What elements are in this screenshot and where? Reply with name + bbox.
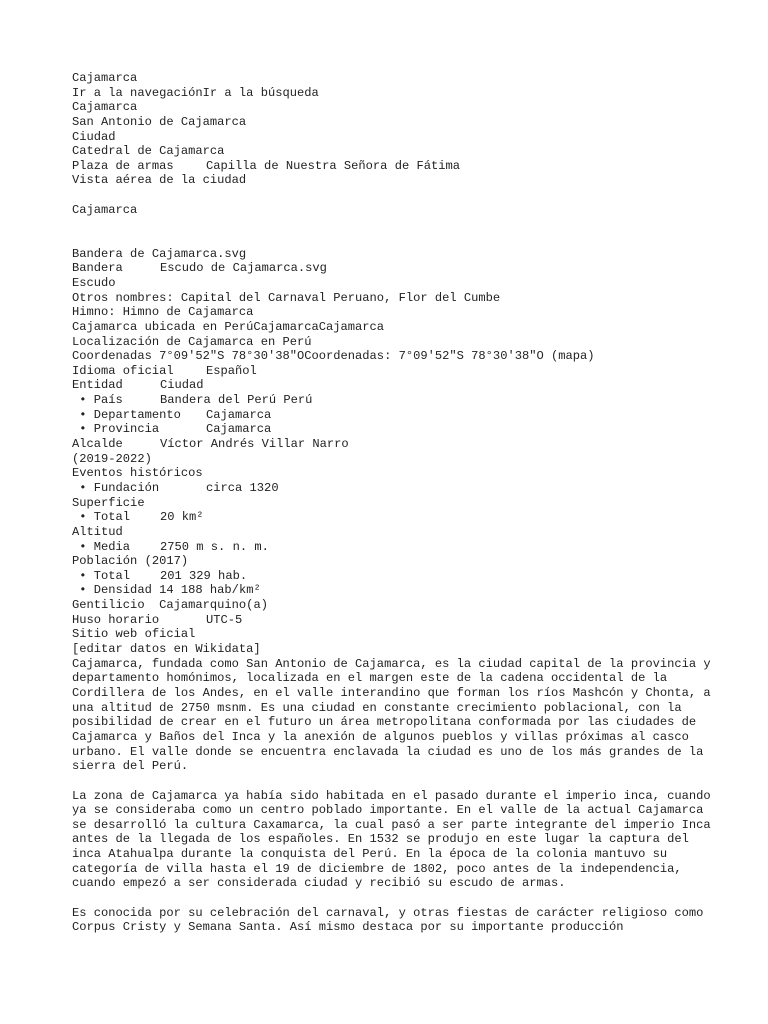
photo-caption-cathedral: Catedral de Cajamarca (72, 144, 225, 159)
infobox-value: 2750 m s. n. m. (160, 539, 269, 554)
infobox-population-header: Población (2017) (72, 554, 189, 569)
infobox-value[interactable]: Ciudad (160, 378, 204, 393)
body-paragraph-1: Cajamarca, fundada como San Antonio de Cajamarca, es la ciudad capital de la provincia y departamento homónimos, localizada en el margen este de la cadena occidental de la Cordillera de los Andes, en el valle interandino que forman los ríos Mashcón y Chonta, a una altitud de 2750 msnm. Es una ciudad en constante crecimiento poblacional, con la posibilidad de crear en el futuro un área metropolitana conformada por las ciudades de Cajamarca y Baños del Inca y la anexión de algunos pueblos y villas próximas al casco urbano. El valle donde se encuentra enclavada la ciudad es uno de los más grandes de la sierra del Perú. (72, 656, 711, 774)
infobox-label: Alcalde (72, 437, 123, 452)
body-paragraph-3: Es conocida por su celebración del carnaval, y otras fiestas de carácter religioso como Corpus Cristy y Semana Santa. Así mismo destaca por su importante producción (72, 905, 704, 935)
skip-links[interactable]: Ir a la navegaciónIr a la búsqueda (72, 85, 319, 100)
coordinates[interactable]: Coordenadas 7°09′52″S 78°30′38″OCoordenadas: 7°09′52″S 78°30′38″O (mapa) (72, 349, 595, 364)
photo-caption-aerial: Vista aérea de la ciudad (72, 173, 247, 188)
infobox-label: Idioma oficial (72, 363, 174, 378)
location-caption: Localización de Cajamarca en Perú (72, 334, 312, 349)
city-name-secondary: Cajamarca (72, 202, 138, 217)
infobox-row-surface-total (72, 510, 712, 525)
infobox-value[interactable]: Bandera del Perú Perú (160, 393, 313, 408)
infobox-row-population-total (72, 569, 712, 584)
infobox-row-language (72, 364, 712, 379)
shield-caption: Escudo (72, 275, 116, 290)
photo-captions-row (72, 159, 712, 174)
city-name: Cajamarca (72, 100, 138, 115)
edit-wikidata-link[interactable]: [editar datos en Wikidata] (72, 641, 261, 656)
infobox-value[interactable]: Víctor Andrés Villar Narro (160, 437, 349, 452)
infobox-label: • Provincia (72, 422, 160, 437)
infobox-label: Gentilicio (72, 598, 145, 613)
infobox-row-demonym (72, 598, 712, 613)
infobox-row-mayor (72, 437, 712, 452)
page-title: Cajamarca (72, 71, 138, 85)
infobox-label: Huso horario (72, 612, 160, 627)
infobox-surface-header: Superficie (72, 495, 145, 510)
infobox-value: 20 km² (160, 510, 204, 525)
infobox-row-density (72, 583, 712, 598)
infobox-value[interactable]: Cajamarca (206, 407, 272, 422)
anthem[interactable]: Himno: Himno de Cajamarca (72, 305, 254, 320)
photo-caption-plaza: Plaza de armas (72, 158, 174, 173)
infobox-label: • Departamento (72, 407, 181, 422)
infobox-label: • Media (72, 539, 131, 554)
city-type: Ciudad (72, 129, 116, 144)
infobox-row-timezone (72, 613, 712, 628)
infobox-value: 201 329 hab. (160, 568, 248, 583)
infobox-row-entity (72, 378, 712, 393)
infobox-label: • Densidad (72, 583, 152, 598)
infobox-row-province (72, 422, 712, 437)
infobox-value: circa 1320 (206, 480, 279, 495)
infobox-label: • Total (72, 568, 131, 583)
infobox-mayor-term: (2019-2022) (72, 451, 152, 466)
article-document (72, 71, 712, 935)
city-fullname: San Antonio de Cajamarca (72, 114, 247, 129)
flag-caption: Bandera (72, 261, 123, 276)
infobox-row-department (72, 408, 712, 423)
infobox-label: • Fundación (72, 480, 160, 495)
body-paragraph-2: La zona de Cajamarca ya había sido habitada en el pasado durante el imperio inca, cuando ya se consideraba como un centro poblado importante. En el valle de la actual Cajamarca se desarrolló la cultura Caxamarca, la cual pasó a ser parte integrante del imperio Inca antes de la llegada de los españoles. En 1532 se produjo en este lugar la captura del inca Atahualpa durante la conquista del Perú. En la época de la colonia mantuvo su categoría de villa hasta el 19 de diciembre de 1802, poco antes de la independencia, cuando empezó a ser considerada ciudad y recibió su escudo de armas. (72, 788, 711, 891)
infobox-row-country (72, 393, 712, 408)
photo-caption-chapel: Capilla de Nuestra Señora de Fátima (206, 158, 461, 173)
official-website-link[interactable]: Sitio web oficial (72, 627, 196, 642)
shield-image-link[interactable]: Escudo de Cajamarca.svg (160, 261, 327, 276)
infobox-label: • Total (72, 510, 131, 525)
other-names: Otros nombres: Capital del Carnaval Peruano, Flor del Cumbe (72, 290, 501, 305)
location-map: Cajamarca ubicada en PerúCajamarcaCajamarca (72, 319, 385, 334)
symbols-row (72, 261, 712, 276)
infobox-events-header: Eventos históricos (72, 466, 203, 481)
infobox-label: • País (72, 393, 123, 408)
infobox-value: Cajamarquino(a) (159, 598, 268, 613)
infobox-label: Entidad (72, 378, 123, 393)
infobox-row-altitude-mean (72, 540, 712, 555)
infobox-value[interactable]: Español (206, 363, 257, 378)
infobox-row-founding (72, 481, 712, 496)
flag-image-link[interactable]: Bandera de Cajamarca.svg (72, 246, 247, 261)
infobox-value: 14 188 hab/km² (159, 583, 261, 598)
infobox-altitude-header: Altitud (72, 524, 123, 539)
infobox-value[interactable]: UTC-5 (206, 612, 243, 627)
infobox-value[interactable]: Cajamarca (206, 422, 272, 437)
